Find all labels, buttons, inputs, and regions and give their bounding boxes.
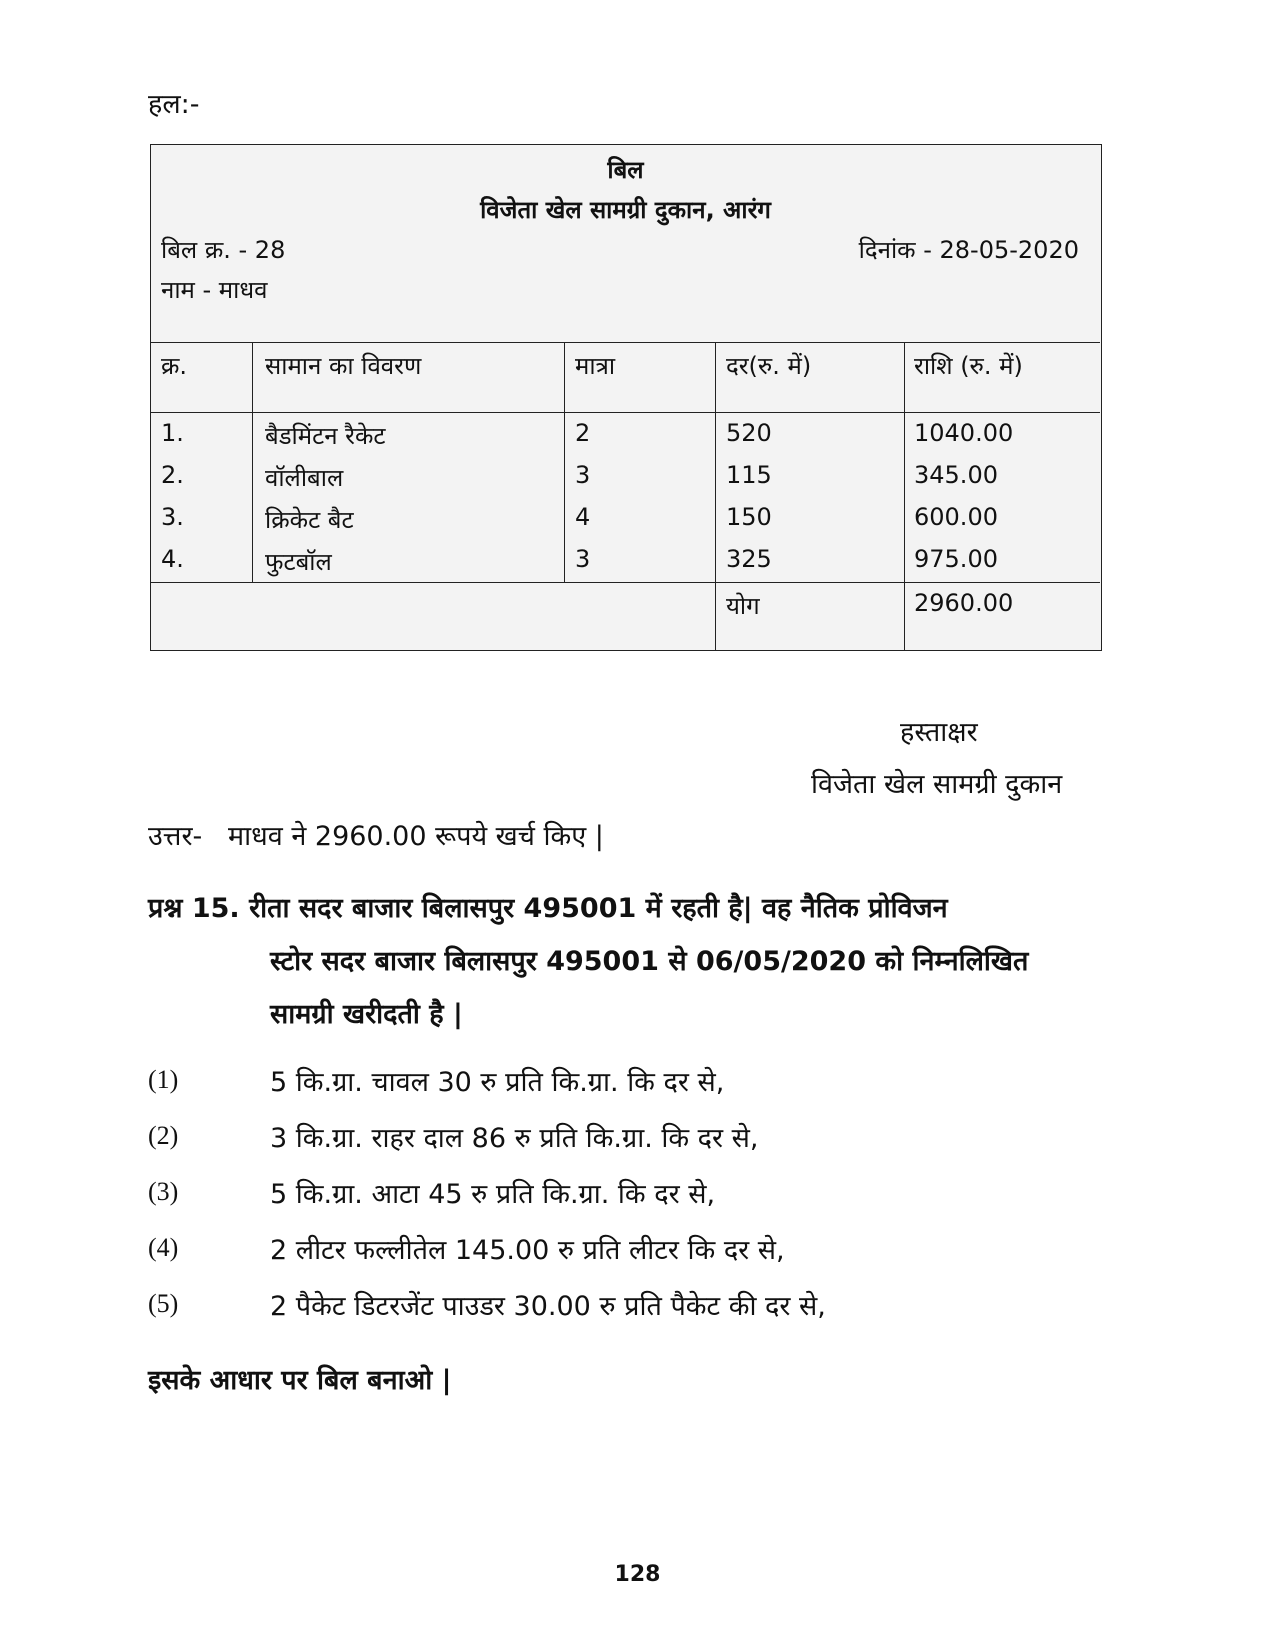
col-header-amount: राशि (रु. में) <box>914 352 1023 380</box>
item-number: (4) <box>148 1233 179 1262</box>
row-amount: 1040.00 <box>914 419 1014 447</box>
col-header-description: सामान का विवरण <box>265 352 422 380</box>
row-amount: 600.00 <box>914 503 998 531</box>
bill-box <box>150 144 1102 651</box>
bill-shop-title: विजेता खेल सामग्री दुकान, आरंग <box>480 196 771 224</box>
bill-number: बिल क्र. - 28 <box>161 236 286 264</box>
total-value: 2960.00 <box>914 589 1014 617</box>
page-number: 128 <box>614 1562 661 1587</box>
col-header-serial: क्र. <box>161 352 188 380</box>
answer-line: उत्तर- माधव ने 2960.00 रूपये खर्च किए | <box>148 821 604 852</box>
row-rate: 325 <box>726 545 772 573</box>
row-rate: 115 <box>726 461 772 489</box>
item-text: 5 कि.ग्रा. आटा 45 रु प्रति कि.ग्रा. कि दर से, <box>270 1179 716 1210</box>
row-serial: 3. <box>161 503 184 531</box>
row-quantity: 3 <box>575 545 591 573</box>
items-bottom-rule <box>151 582 1100 583</box>
solution-label: हल:- <box>148 89 200 120</box>
bill-heading: बिल <box>607 156 644 184</box>
row-description: क्रिकेट बैट <box>265 506 354 534</box>
row-amount: 345.00 <box>914 461 998 489</box>
item-text: 2 लीटर फल्लीतेल 145.00 रु प्रति लीटर कि दर से, <box>270 1235 785 1266</box>
item-number: (1) <box>148 1065 179 1094</box>
col-divider-1 <box>252 342 253 582</box>
col-divider-3 <box>715 342 716 650</box>
col-header-rate: दर(रु. में) <box>726 352 812 380</box>
item-number: (2) <box>148 1121 179 1150</box>
row-description: वॉलीबाल <box>265 464 344 492</box>
table-top-rule <box>151 342 1100 343</box>
row-quantity: 2 <box>575 419 591 447</box>
signature-shop: विजेता खेल सामग्री दुकान <box>811 769 1063 800</box>
row-amount: 975.00 <box>914 545 998 573</box>
row-serial: 2. <box>161 461 184 489</box>
col-header-quantity: मात्रा <box>575 352 616 380</box>
total-label: योग <box>726 592 760 620</box>
row-rate: 520 <box>726 419 772 447</box>
row-serial: 1. <box>161 419 184 447</box>
row-quantity: 3 <box>575 461 591 489</box>
header-bottom-rule <box>151 412 1100 413</box>
row-description: बैडमिंटन रैकेट <box>265 422 386 450</box>
row-rate: 150 <box>726 503 772 531</box>
item-number: (5) <box>148 1289 179 1318</box>
row-description: फुटबॉल <box>265 548 332 576</box>
item-text: 2 पैकेट डिटरजेंट पाउडर 30.00 रु प्रति पैकेट की दर से, <box>270 1291 826 1322</box>
row-quantity: 4 <box>575 503 591 531</box>
col-divider-2 <box>564 342 565 582</box>
instruction: इसके आधार पर बिल बनाओ | <box>148 1365 452 1396</box>
question-line-3: सामग्री खरीदती है | <box>270 999 463 1030</box>
question-line-2: स्टोर सदर बाजार बिलासपुर 495001 से 06/05/2020 को निम्नलिखित <box>270 946 1029 977</box>
customer-name: नाम - माधव <box>161 276 268 304</box>
bill-date: दिनांक - 28-05-2020 <box>858 236 1079 264</box>
signature-label: हस्ताक्षर <box>900 717 978 748</box>
item-text: 3 कि.ग्रा. राहर दाल 86 रु प्रति कि.ग्रा. कि दर से, <box>270 1123 759 1154</box>
question-line-1: प्रश्न 15. रीता सदर बाजार बिलासपुर 495001 में रहती है| वह नैतिक प्रोविजन <box>148 893 948 924</box>
row-serial: 4. <box>161 545 184 573</box>
item-text: 5 कि.ग्रा. चावल 30 रु प्रति कि.ग्रा. कि दर से, <box>270 1067 725 1098</box>
item-number: (3) <box>148 1177 179 1206</box>
col-divider-4 <box>904 342 905 650</box>
